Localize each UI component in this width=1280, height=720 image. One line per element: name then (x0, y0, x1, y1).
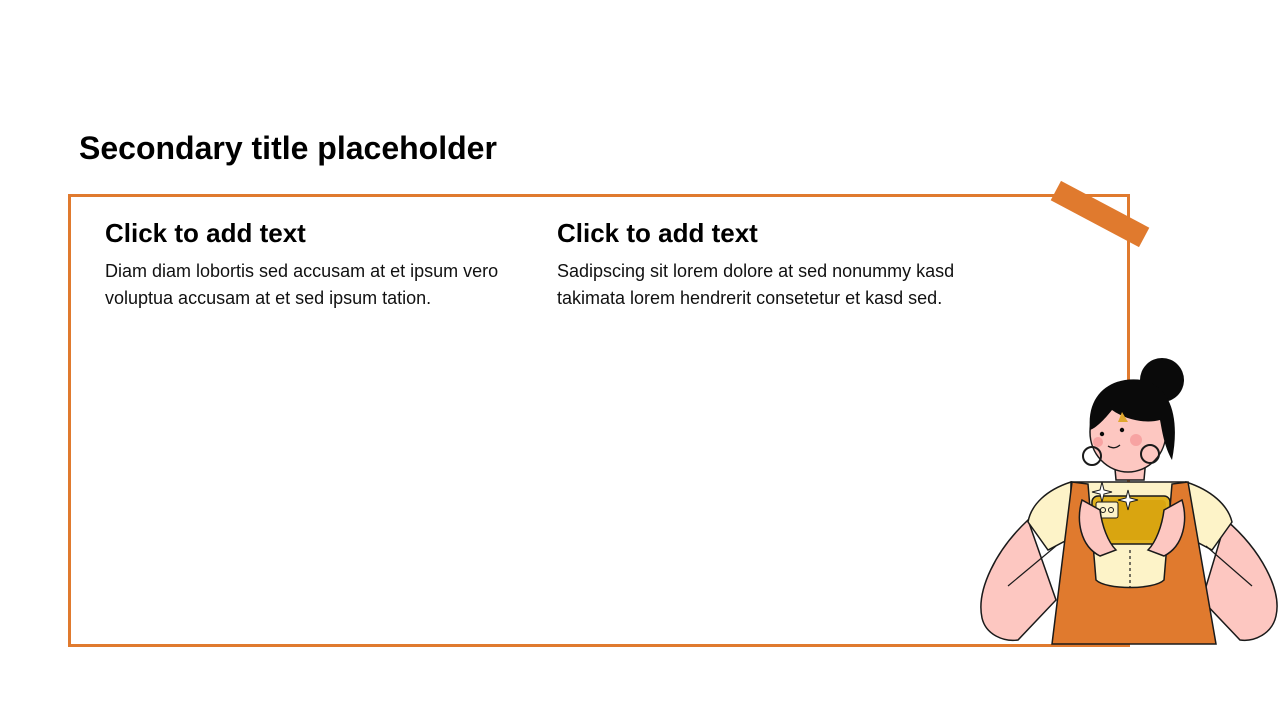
column-body-left[interactable]: Diam diam lobortis sed accusam at et ipsum vero voluptua accusam at et sed ipsum tation. (105, 261, 499, 308)
column-heading-left[interactable]: Click to add text (105, 218, 306, 248)
slide-title[interactable]: Secondary title placeholder (79, 130, 497, 166)
text-column-left (105, 216, 525, 312)
woman-holding-phone-illustration-icon (976, 350, 1280, 650)
text-column-right (557, 216, 977, 312)
column-heading-right[interactable]: Click to add text (557, 218, 758, 248)
column-body-right[interactable]: Sadipscing sit lorem dolore at sed nonummy kasd takimata lorem hendrerit consetetur et kasd sed. (557, 261, 955, 308)
